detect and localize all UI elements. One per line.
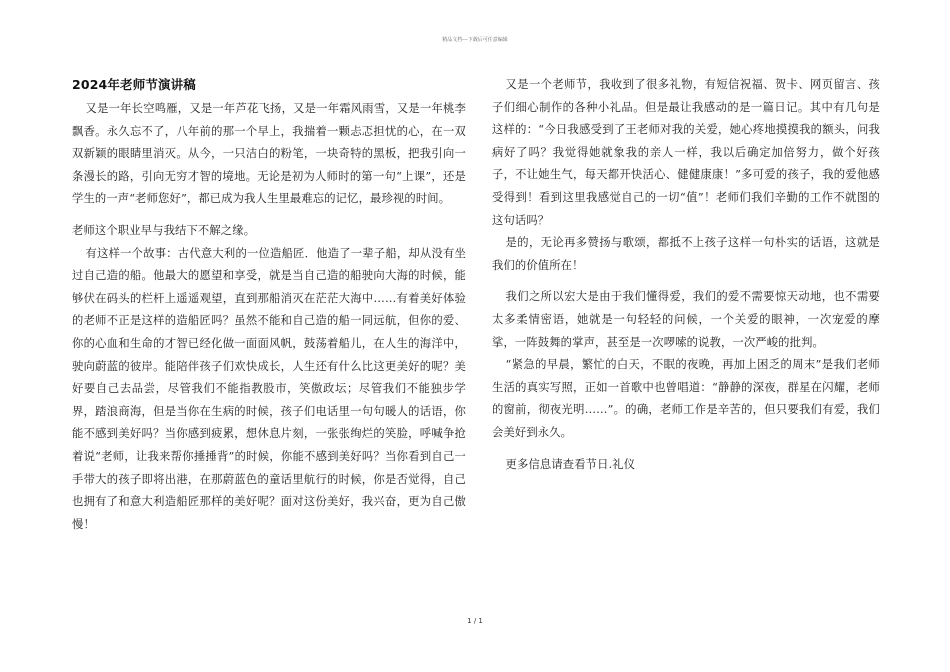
paragraph: 老师这个职业早与我结下不解之缘。 (72, 223, 256, 237)
paragraph: “紧急的早晨，繁忙的白天，不眠的夜晚，再加上困乏的周末”是我们老师生活的真实写照，正如一首歌中也曾唱道：“静静的深夜，群星在闪耀，老师的窗前，彻夜光明……”。的确，老师工作是辛苦的，但只要我们有爱，我们会美好到永久。 (492, 358, 880, 439)
page-number: 1 / 1 (467, 617, 483, 625)
paragraph: 更多信息请查看节日.礼仪 (505, 457, 636, 471)
right-column (492, 74, 880, 476)
document-title: 2024年老师节演讲稿 (72, 77, 196, 92)
paragraph: 有这样一个故事：古代意大利的一位造船匠．他造了一辈子船，却从没有坐过自己造的船。他最大的愿望和享受，就是当自己造的船驶向大海的时候，能够伏在码头的栏杆上遥遥观望，直到那船消灭在茫茫大海中……有着美好体验的老师不正是这样的造船匠吗？虽然不能和自己造的船一同远航，但你的爱、你的心血和生命的才智已经化做一面面风帆，鼓荡着船儿，在人生的海洋中，驶向蔚蓝的彼岸。能陪伴孩子们欢快成长，人生还有什么比这更美好的呢？美好要自己去品尝，尽管我们不能指教股市，笑傲政坛；尽管我们不能独步学界，踏浪商海，但是当你在生病的时候，孩子们电话里一句句暖人的话语，你能不感到美好吗？当你感到疲累，想休息片刻，一张张绚烂的笑脸，呼喊争抢着说“老师，让我来帮你捶捶背”的时候，你能不感到美好吗？当你看到自己一手带大的孩子即将出港，在那蔚蓝色的童话里航行的时候，你是否觉得，自己也拥有了和意大利造船匠那样的美好呢？面对这份美好，我兴奋，更为自己傲慢！ (72, 246, 466, 531)
paragraph: 我们之所以宏大是由于我们懂得爱，我们的爱不需要惊天动地，也不需要太多柔情密语，她就是一句轻轻的问候，一个关爱的眼神，一次宠爱的摩挲，一阵鼓舞的掌声，甚至是一次啰嗦的说教，一次严峻的批判。 (492, 290, 880, 349)
left-column (72, 74, 466, 536)
paragraph: 是的，无论再多赞扬与歌颂，都抵不上孩子这样一句朴实的话语，这就是我们的价值所在！ (492, 236, 880, 272)
paragraph: 又是一个老师节，我收到了很多礼物，有短信祝福、贺卡、网页留言、孩子们细心制作的各种小礼品。但是最让我感动的是一篇日记。其中有几句是这样的：“今日我感受到了王老师对我的关爱，她心疼地摸摸我的额头，问我病好了吗？我觉得她就象我的亲人一样，我以后确定加倍努力，做个好孩子，不让她生气，每天都开快活心、健健康康！”多可爱的孩子，我的爱他感受得到！看到这里我感觉自己的一切“值”！老师们我们辛勤的工作不就图的这句话吗？ (492, 78, 880, 227)
paragraph: 又是一年长空鸣雁，又是一年芦花飞扬，又是一年霜风雨雪，又是一年桃李飘香。永久忘不了，八年前的那一个早上，我揣着一颗忐忑担忧的心，在一双双新颖的眼睛里消灭。从今，一只洁白的粉笔，一块奇特的黑板，把我引向一条漫长的路，引向无穷才智的境地。无论是初为人师时的第一句“上课”，还是学生的一声“老师您好”，都已成为我人生里最难忘的记忆，最珍视的时间。 (72, 102, 466, 206)
page-header: 精品文档---下载后可任意编辑 (442, 37, 508, 43)
